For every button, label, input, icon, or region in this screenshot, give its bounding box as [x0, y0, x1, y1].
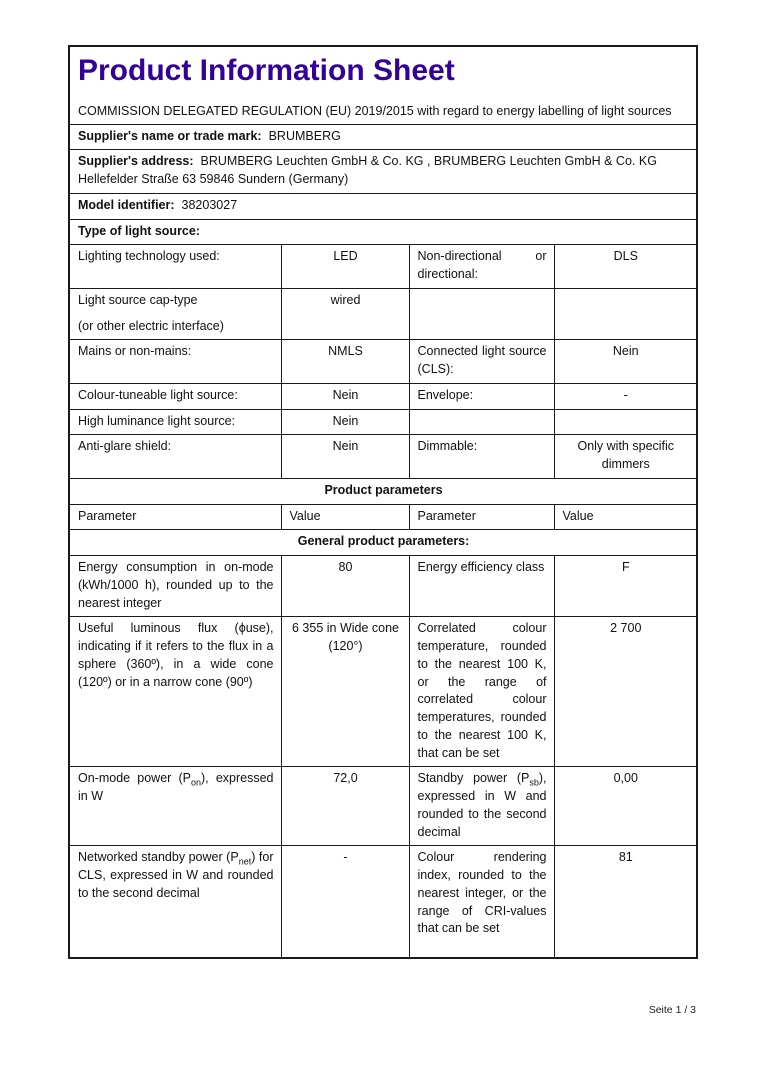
- table-row: [69, 409, 697, 435]
- supplier-name-label: Supplier's name or trade mark:: [78, 128, 262, 143]
- cap-type-label-line1: Light source cap-type: [78, 292, 198, 307]
- table-row: [69, 846, 697, 958]
- networked-standby-power-value-cell: -: [281, 846, 409, 958]
- supplier-address-row: [69, 150, 697, 194]
- anti-glare-label-cell: Anti-glare shield:: [69, 435, 281, 479]
- product-information-sheet: [68, 45, 696, 959]
- useful-luminous-flux-label-cell: Useful luminous flux (ϕuse), indicating if it refers to the flux in a sphere (360º), in a wide cone (120º) or in a narrow cone (90º): [69, 617, 281, 767]
- mains-value-cell: NMLS: [281, 340, 409, 384]
- networked-standby-power-label-sub: net: [238, 856, 252, 867]
- table-row: [69, 383, 697, 409]
- table-row: [69, 288, 697, 340]
- column-header-parameter-1: Parameter: [69, 504, 281, 530]
- info-table: [68, 45, 698, 959]
- networked-standby-power-label-pre: Networked standby power (P: [78, 850, 239, 865]
- correlated-colour-temperature-label-cell: Correlated colour temperature, rounded to the nearest 100 K, or the range of correlated colour temperatures, rounded to the nearest 100 K, that can be set: [409, 617, 554, 767]
- table-row: [69, 767, 697, 846]
- column-header-value-1: Value: [281, 504, 409, 530]
- title-block: [69, 46, 697, 124]
- type-of-light-source-label: Type of light source:: [78, 223, 200, 238]
- colour-rendering-index-value-cell: 81: [554, 846, 697, 958]
- general-product-parameters-heading: General product parameters:: [69, 530, 697, 556]
- colour-tuneable-label-cell: Colour-tuneable light source:: [69, 383, 281, 409]
- supplier-address-label: Supplier's address:: [78, 154, 194, 169]
- table-row: [69, 556, 697, 617]
- table-row: [69, 530, 697, 556]
- on-mode-power-value-cell: 72,0: [281, 767, 409, 846]
- networked-standby-power-label-cell: [69, 846, 281, 958]
- supplier-name-value: BRUMBERG: [268, 128, 341, 143]
- on-mode-power-label-cell: [69, 767, 281, 846]
- empty-value-cell: [554, 409, 697, 435]
- on-mode-power-label-pre: On-mode power (P: [78, 771, 191, 786]
- cap-type-value-cell: wired: [281, 288, 409, 340]
- dimmable-value-cell: Only with specific dimmers: [554, 435, 697, 479]
- standby-power-label-pre: Standby power (P: [417, 771, 530, 786]
- useful-luminous-flux-value-cell: 6 355 in Wide cone (120°): [281, 617, 409, 767]
- empty-value-cell: [554, 288, 697, 340]
- page-title: Product Information Sheet: [78, 54, 455, 87]
- regulation-subtitle: COMMISSION DELEGATED REGULATION (EU) 2019/2015 with regard to energy labelling of light sources: [78, 103, 672, 118]
- directionality-label-cell: Non-directional or directional:: [409, 245, 554, 289]
- supplier-name-row: [69, 124, 697, 150]
- mains-label-cell: Mains or non-mains:: [69, 340, 281, 384]
- standby-power-label-sub: sb: [529, 777, 539, 788]
- table-row: [69, 478, 697, 504]
- table-row: [69, 340, 697, 384]
- column-header-value-2: Value: [554, 504, 697, 530]
- cls-value-cell: Nein: [554, 340, 697, 384]
- directionality-value-cell: DLS: [554, 245, 697, 289]
- page-number: Seite 1 / 3: [648, 1004, 696, 1016]
- lighting-technology-label-cell: Lighting technology used:: [69, 245, 281, 289]
- empty-label-cell: [409, 288, 554, 340]
- networked-standby-power-label-post: ) for CLS, expressed in W and rounded to the second decimal: [78, 850, 274, 900]
- colour-tuneable-value-cell: Nein: [281, 383, 409, 409]
- model-identifier-value: 38203027: [181, 197, 238, 212]
- high-luminance-value-cell: Nein: [281, 409, 409, 435]
- table-row: [69, 435, 697, 479]
- model-identifier-label: Model identifier:: [78, 197, 175, 212]
- table-row: [69, 617, 697, 767]
- cap-type-label-cell: [69, 288, 281, 340]
- colour-rendering-index-label-cell: Colour rendering index, rounded to the nearest integer, or the range of CRI-values that can be set: [409, 846, 554, 958]
- energy-efficiency-class-label-cell: Energy efficiency class: [409, 556, 554, 617]
- on-mode-power-label-sub: on: [191, 777, 202, 788]
- anti-glare-value-cell: Nein: [281, 435, 409, 479]
- energy-consumption-value-cell: 80: [281, 556, 409, 617]
- standby-power-value-cell: 0,00: [554, 767, 697, 846]
- type-of-light-source-row: [69, 219, 697, 245]
- empty-label-cell: [409, 409, 554, 435]
- correlated-colour-temperature-value-cell: 2 700: [554, 617, 697, 767]
- energy-efficiency-class-value-cell: F: [554, 556, 697, 617]
- high-luminance-label-cell: High luminance light source:: [69, 409, 281, 435]
- standby-power-label-post: ), expressed in W and rounded to the second decimal: [417, 771, 547, 839]
- table-row: [69, 245, 697, 289]
- model-identifier-row: [69, 193, 697, 219]
- table-row: [69, 504, 697, 530]
- standby-power-label-cell: [409, 767, 554, 846]
- on-mode-power-label-post: ), expressed in W: [78, 771, 274, 804]
- cap-type-label-line2: (or other electric interface): [78, 318, 224, 333]
- lighting-technology-value-cell: LED: [281, 245, 409, 289]
- cls-label-cell: Connected light source (CLS):: [409, 340, 554, 384]
- envelope-value-cell: -: [554, 383, 697, 409]
- dimmable-label-cell: Dimmable:: [409, 435, 554, 479]
- envelope-label-cell: Envelope:: [409, 383, 554, 409]
- energy-consumption-label-cell: Energy consumption in on-mode (kWh/1000 h), rounded up to the nearest integer: [69, 556, 281, 617]
- supplier-address-value: BRUMBERG Leuchten GmbH & Co. KG , BRUMBERG Leuchten GmbH & Co. KG Hellefelder Straße 63 59846 Sundern (Germany): [78, 154, 657, 187]
- product-parameters-heading: Product parameters: [69, 478, 697, 504]
- column-header-parameter-2: Parameter: [409, 504, 554, 530]
